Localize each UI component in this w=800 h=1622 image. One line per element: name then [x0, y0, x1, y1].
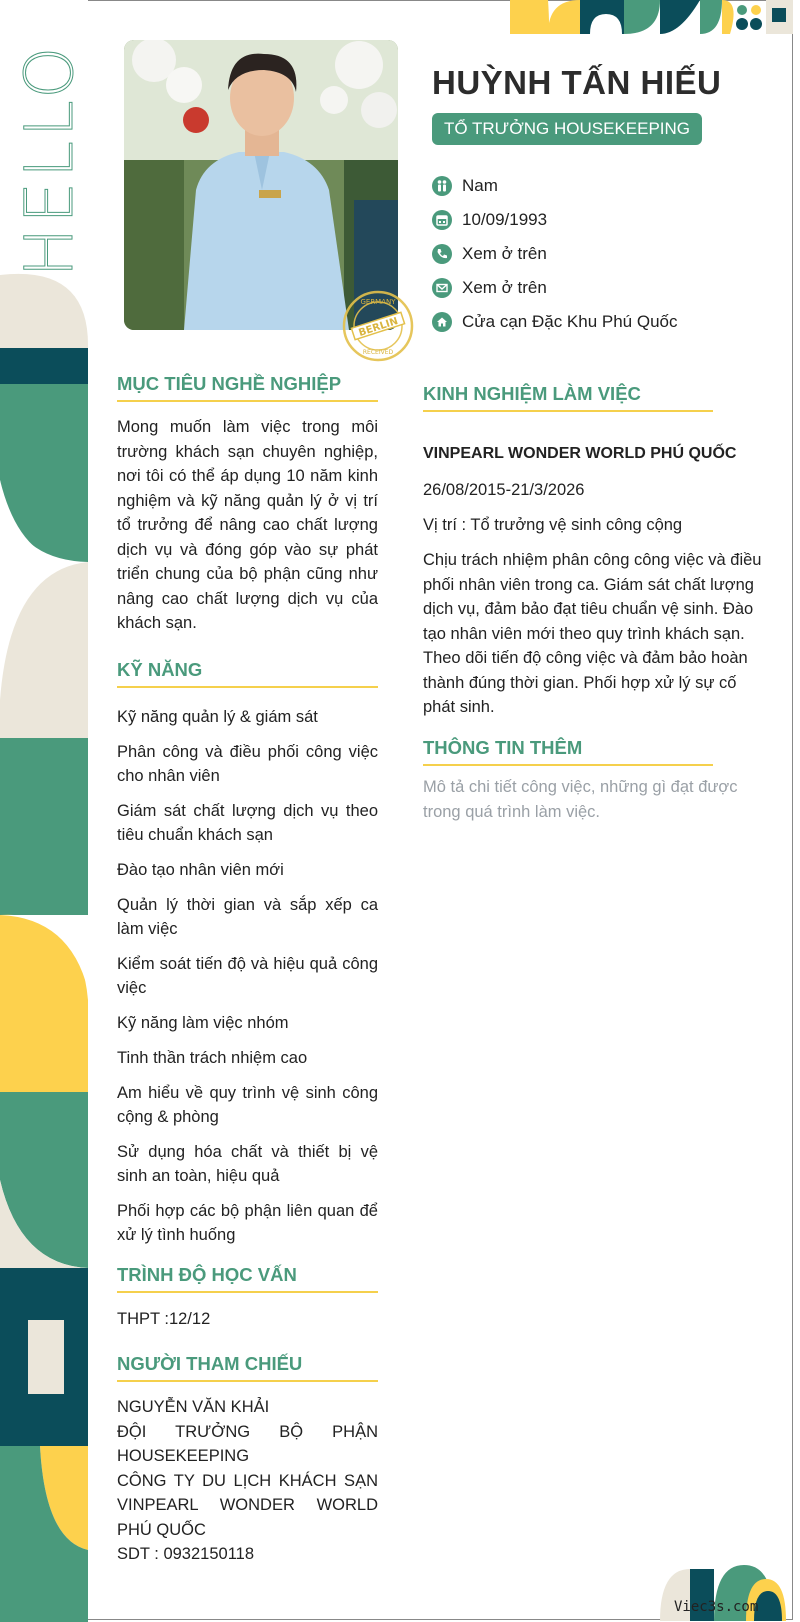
skill-item: Sử dụng hóa chất và thiết bị vệ sinh an toàn, hiệu quả: [117, 1143, 378, 1185]
education-text: THPT :12/12: [117, 1310, 211, 1328]
contact-gender: [432, 173, 772, 199]
objective-text: Mong muốn làm việc trong môi trường khách sạn chuyên nghiệp, nơi tôi có thể áp dụng 10 năm kinh nghiệm và kỹ năng quản lý ở vị trí tổ trưởng để nâng cao chất lượng dịch vụ và đóng góp vào sự phát triển chung của bộ phận cũng như nâng cao chất lượng dịch vụ của khách sạn.: [117, 418, 378, 632]
extra-info-text: Mô tả chi tiết công việc, những gì đạt được trong quá trình làm việc.: [423, 778, 738, 821]
reference-heading: NGƯỜI THAM CHIẾU: [117, 1353, 378, 1382]
contact-text: 10/09/1993: [462, 210, 548, 229]
contact-birthdate: [432, 207, 772, 233]
experience-position: Vị trí : Tổ trưởng vệ sinh công cộng: [423, 516, 683, 534]
skill-item: Giám sát chất lượng dịch vụ theo tiêu chuẩn khách sạn: [117, 802, 378, 844]
phone-icon: [432, 244, 452, 264]
contact-text: Xem ở trên: [462, 278, 547, 297]
experience-company: VINPEARL WONDER WORLD PHÚ QUỐC: [423, 445, 737, 462]
experience-heading: KINH NGHIỆM LÀM VIỆC: [423, 383, 713, 412]
skill-item: Kỹ năng làm việc nhóm: [117, 1014, 289, 1032]
berlin-stamp: [340, 288, 416, 364]
reference-phone: SDT : 0932150118: [117, 1545, 254, 1563]
skills-heading: KỸ NĂNG: [117, 659, 378, 688]
skill-item: Quản lý thời gian và sắp xếp ca làm việc: [117, 896, 378, 938]
home-icon: [432, 312, 452, 332]
contact-phone: [432, 241, 772, 267]
skill-item: Phân công và điều phối công việc cho nhân viên: [117, 743, 378, 785]
education-heading: TRÌNH ĐỘ HỌC VẤN: [117, 1264, 378, 1293]
skills-list: [117, 705, 378, 1258]
contact-text: Cửa cạn Đặc Khu Phú Quốc: [462, 312, 678, 331]
reference-company: CÔNG TY DU LỊCH KHÁCH SẠN VINPEARL WONDER WORLD PHÚ QUỐC: [117, 1471, 378, 1539]
top-decoration: [510, 0, 793, 34]
experience-description: Chịu trách nhiệm phân công công việc và điều phối nhân viên trong ca. Giám sát chất lượng dịch vụ, đảm bảo đạt tiêu chuẩn vệ sinh. Đào tạo nhân viên mới theo quy trình khách sạn. Theo dõi tiến độ công việc và đảm bảo hoàn thành đúng thời gian. Phối hợp xử lý sự cố phát sinh.: [423, 551, 762, 716]
experience-period: 26/08/2015-21/3/2026: [423, 481, 585, 499]
reference-name: NGUYỄN VĂN KHẢI: [117, 1398, 270, 1416]
skill-item: Phối hợp các bộ phận liên quan để xử lý tình huống: [117, 1202, 378, 1244]
skill-item: Tinh thần trách nhiệm cao: [117, 1049, 308, 1067]
skill-item: Kỹ năng quản lý & giám sát: [117, 708, 318, 726]
stamp-top-text: GERMANY: [360, 298, 396, 306]
job-title-badge: TỔ TRƯỞNG HOUSEKEEPING: [432, 113, 702, 145]
objective-heading: MỤC TIÊU NGHỀ NGHIỆP: [117, 373, 378, 402]
hello-text: HELLO: [11, 42, 88, 278]
stamp-middle-text: BERLIN: [357, 315, 400, 339]
contact-text: Nam: [462, 176, 498, 195]
envelope-icon: [432, 278, 452, 298]
reference-block: [117, 1395, 378, 1567]
gender-icon: [432, 176, 452, 196]
full-name: HUỲNH TẤN HIẾU: [432, 64, 722, 101]
contact-address: [432, 309, 772, 335]
skill-item: Kiểm soát tiến độ và hiệu quả công việc: [117, 955, 378, 997]
contact-text: Xem ở trên: [462, 244, 547, 263]
calendar-icon: [432, 210, 452, 230]
skill-item: Đào tạo nhân viên mới: [117, 861, 284, 879]
profile-photo: [124, 40, 398, 330]
skill-item: Am hiểu về quy trình vệ sinh công cộng & phòng: [117, 1084, 378, 1126]
stamp-bottom-text: RECEIVED: [362, 349, 394, 356]
reference-position: ĐỘI TRƯỞNG BỘ PHẬN HOUSEKEEPING: [117, 1422, 378, 1465]
contact-email: [432, 275, 772, 301]
extra-info-heading: THÔNG TIN THÊM: [423, 737, 713, 766]
watermark: Viec3s.com: [674, 1599, 759, 1615]
